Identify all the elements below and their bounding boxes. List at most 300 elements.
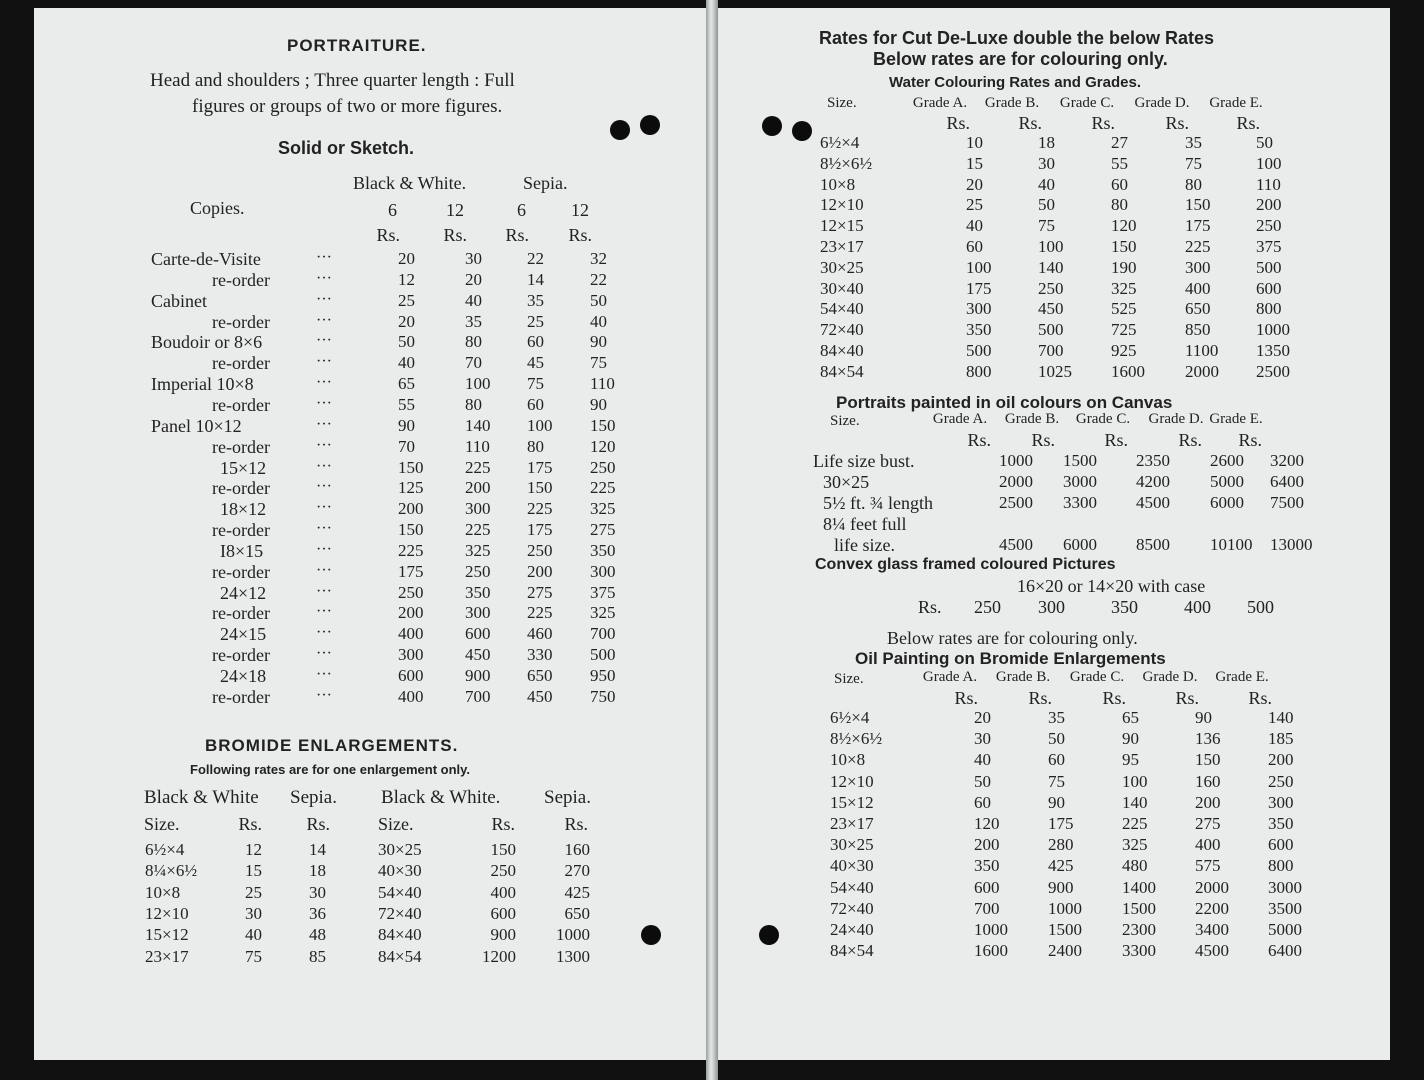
bromide-col-header: Sepia. [544,787,591,808]
price-cell: 80 [1111,195,1128,215]
price-cell: 22 [527,249,544,268]
currency-header: Rs. [1018,113,1042,133]
leader-dots: ··· [316,666,332,683]
colouring-note: Below rates are for colouring only. [873,49,1168,69]
currency-header: Rs. [946,113,970,133]
currency-header: Rs. [1178,430,1202,450]
price-cell: 175 [966,278,992,298]
price-cell: 40 [974,750,991,770]
copies-count: 12 [571,200,589,220]
price-cell: 75 [527,374,544,394]
price-cell: 70 [398,436,415,456]
price-cell: 250 [1038,278,1064,298]
grade-header: Grade B. [995,669,1051,685]
price-cell: 200 [1195,792,1221,812]
bromide-sub-header: Rs. [306,814,330,834]
price-cell: 250 [398,582,424,602]
price-cell: 150 [398,520,424,540]
punch-hole [610,120,630,140]
price-cell: 3400 [1195,920,1229,939]
price-cell: 500 [1038,320,1064,340]
price-cell: 1600 [1111,361,1145,381]
size-cell: 6½×4 [830,708,870,727]
size-header: Size. [830,413,860,429]
price-cell: 2000 [999,472,1033,491]
size-cell: 8½×6½ [820,153,873,173]
leader-dots: ··· [316,499,332,517]
size-cell: 15×12 [830,792,874,812]
leader-dots: ··· [316,332,332,350]
price-cell: 40 [590,311,607,331]
price-cell: 150 [527,478,553,498]
grade-header: Grade D. [1148,411,1204,427]
price-cell: 225 [465,520,491,540]
price-cell: 325 [1122,835,1148,855]
price-cell: 10100 [1210,535,1253,554]
currency-header: Rs. [1248,688,1272,708]
price-cell: 350 [966,320,992,340]
size-cell: 40×30 [830,856,874,876]
price-cell: 20 [398,249,415,268]
price-cell: 200 [1268,750,1294,770]
price-cell: 400 [1184,597,1211,617]
price-cell: 80 [465,394,482,414]
currency-header: Rs. [954,688,978,708]
price-cell: 700 [465,686,491,706]
price-cell: 80 [465,332,482,352]
size-cell: 23×17 [145,946,189,966]
price-cell: 20 [465,269,482,289]
price-cell: 150 [1111,237,1137,256]
price-cell: 140 [1038,257,1064,277]
price-cell: 30 [309,882,326,902]
leader-dots: ··· [316,561,332,579]
price-cell: 6000 [1210,493,1244,512]
punch-hole [640,115,660,135]
size-cell: 54×40 [378,882,422,902]
price-cell: 50 [1038,195,1055,215]
bromide-sub-header: Rs. [238,814,262,834]
price-cell: 900 [490,925,516,945]
price-cell: 110 [465,436,490,456]
currency-header: Rs. [1031,430,1055,450]
price-cell: 20 [398,311,415,331]
price-cell: 100 [1122,771,1148,791]
row-label: Boudoir or 8×6 [151,332,263,353]
bromide-colouring-note: Below rates are for colouring only. [887,628,1138,648]
price-cell: 110 [590,374,615,394]
price-cell: 225 [465,457,491,477]
price-cell: 27 [1111,133,1128,152]
currency-header: Rs. [1165,113,1189,133]
price-cell: 175 [1185,216,1211,236]
price-cell: 1200 [482,946,516,966]
size-cell: 30×25 [378,840,422,859]
price-cell: 200 [465,478,491,498]
leader-dots: ··· [316,603,332,621]
price-cell: 160 [1195,771,1221,791]
price-cell: 200 [398,499,424,519]
bromide-title: BROMIDE ENLARGEMENTS. [205,736,459,755]
price-cell: 900 [1048,877,1074,897]
price-cell: 600 [465,624,491,644]
price-cell: 1600 [974,941,1008,961]
price-cell: 100 [1256,153,1282,173]
intro-line-2: figures or groups of two or more figures. [192,96,503,117]
price-cell: 100 [966,257,992,277]
price-cell: 500 [1247,597,1274,617]
size-cell: 54×40 [820,299,864,319]
size-cell: 12×10 [830,771,874,791]
convex-title: Convex glass framed coloured Pictures [815,556,1116,573]
leader-dots: ··· [316,269,332,287]
price-cell: 3300 [1063,493,1097,512]
price-cell: 50 [1048,729,1065,749]
leader-dots: ··· [316,540,332,558]
price-cell: 55 [398,394,415,414]
price-cell: 460 [527,624,553,644]
price-cell: 275 [590,520,616,540]
price-cell: 525 [1111,299,1137,319]
currency-header: Rs. [1236,113,1260,133]
size-cell: 30×25 [823,472,870,492]
size-cell: life size. [834,535,895,555]
price-cell: 2400 [1048,941,1082,961]
price-cell: 90 [1195,708,1212,727]
price-cell: 30 [974,729,991,749]
price-cell: 80 [527,436,544,456]
grade-header: Grade B. [1004,411,1060,427]
price-cell: 225 [1185,237,1211,256]
price-cell: 1300 [556,946,590,966]
bromide-sub-header: Size. [144,814,180,834]
intro-line-1: Head and shoulders ; Three quarter length : Full [150,70,515,91]
price-cell: 100 [1038,237,1064,256]
currency-header: Rs. [1028,688,1052,708]
price-cell: 22 [590,269,607,289]
punch-hole [762,116,782,136]
grade-header: Grade B. [984,95,1040,111]
row-label: re-order [212,478,270,499]
price-cell: 350 [590,540,616,560]
price-cell: 15 [966,153,983,173]
price-cell: 600 [398,666,424,685]
price-cell: 400 [1185,278,1211,298]
currency-header: Rs. [1091,113,1115,133]
price-cell: 200 [974,835,1000,855]
price-cell: 600 [974,877,1000,897]
copies-count: 12 [446,200,464,220]
price-cell: 250 [974,597,1001,617]
price-cell: 75 [590,353,607,373]
punch-hole [641,925,661,945]
bromide-col-header: Black & White. [381,787,501,808]
price-cell: 18 [309,861,326,881]
price-cell: 8500 [1136,535,1170,554]
price-cell: 700 [1038,341,1064,360]
price-cell: 20 [966,174,983,194]
price-cell: 25 [966,195,983,215]
price-cell: 190 [1111,257,1137,277]
price-cell: 50 [974,771,991,791]
punch-hole [792,121,812,141]
price-cell: 75 [1185,153,1202,173]
price-cell: 400 [398,686,424,706]
price-cell: 425 [1048,856,1074,876]
price-cell: 800 [1256,299,1282,319]
price-cell: 1000 [556,925,590,945]
price-cell: 650 [1185,299,1211,319]
grade-header: Grade A. [932,411,988,427]
price-cell: 200 [398,603,424,623]
price-cell: 1100 [1185,341,1219,360]
price-cell: 325 [465,540,491,560]
price-cell: 20 [974,708,991,727]
size-cell: 54×40 [830,877,874,897]
price-cell: 300 [1185,257,1211,277]
price-cell: 75 [1038,216,1055,236]
row-label: Imperial 10×8 [151,374,254,395]
price-cell: 15 [245,861,262,881]
leader-dots: ··· [316,478,332,496]
price-cell: 30 [245,903,262,923]
price-cell: 35 [1185,133,1202,152]
size-cell: Life size bust. [813,451,915,471]
price-cell: 150 [398,457,424,477]
price-cell: 3000 [1063,472,1097,491]
size-cell: 72×40 [820,320,864,340]
price-cell: 400 [1195,835,1221,855]
size-cell: 84×54 [820,361,864,381]
size-cell: 23×17 [820,237,864,256]
leader-dots: ··· [316,394,332,412]
row-label: re-order [212,353,270,374]
price-cell: 925 [1111,341,1137,360]
price-cell: 25 [527,311,544,331]
leader-dots: ··· [316,645,332,663]
price-cell: 14 [527,269,544,289]
price-cell: 250 [465,561,491,581]
price-cell: 50 [398,332,415,352]
price-cell: 4500 [1136,493,1170,512]
price-cell: 5000 [1210,472,1244,491]
row-label: Carte-de-Visite [151,249,261,269]
price-cell: 60 [527,332,544,352]
price-cell: 18 [1038,133,1055,152]
price-cell: 700 [590,624,616,644]
price-cell: 90 [590,394,607,414]
price-cell: 750 [590,686,616,706]
price-cell: 325 [590,499,616,519]
price-cell: 2500 [1256,361,1290,381]
copies-count: 6 [517,200,526,220]
price-cell: 225 [527,603,553,623]
price-cell: 7500 [1270,493,1304,512]
price-cell: 325 [1111,278,1137,298]
price-cell: 35 [1048,708,1065,727]
row-label: re-order [212,394,270,415]
size-header: Size. [834,671,864,687]
price-cell: 1500 [1048,920,1082,939]
price-cell: 40 [966,216,983,236]
size-cell: 12×10 [145,903,189,923]
price-cell: 2200 [1195,898,1229,918]
price-cell: 1025 [1038,361,1072,381]
size-cell: 30×25 [830,835,874,855]
grade-header: Grade E. [1215,669,1269,685]
price-cell: 40 [398,353,415,373]
punch-hole [759,925,779,945]
price-cell: 40 [245,925,262,945]
price-cell: 400 [398,624,424,644]
price-cell: 75 [245,946,262,966]
leader-dots: ··· [316,374,332,392]
price-cell: 1400 [1122,877,1156,897]
price-cell: 25 [398,290,415,310]
price-cell: 1500 [1063,451,1097,470]
price-cell: 700 [974,898,1000,918]
bromide-sub-header: Rs. [564,814,588,834]
copies-count: 6 [388,200,397,220]
price-cell: 6400 [1268,941,1302,961]
price-cell: 2600 [1210,451,1244,470]
price-cell: 650 [527,666,553,685]
price-cell: 350 [465,582,491,602]
price-cell: 480 [1122,856,1148,876]
row-label: re-order [212,436,270,457]
copies-label: Copies. [190,198,245,218]
leader-dots: ··· [316,436,332,454]
price-cell: 450 [1038,299,1064,319]
size-cell: 8¼ feet full [823,514,907,534]
price-cell: 13000 [1270,535,1313,554]
price-cell: 50 [1256,133,1273,152]
leader-dots: ··· [316,457,332,475]
price-cell: 600 [1256,278,1282,298]
price-cell: 250 [1256,216,1282,236]
price-cell: 95 [1122,750,1139,770]
price-cell: 2350 [1136,451,1170,470]
price-cell: 1000 [1048,898,1082,918]
currency-header: Rs. [1104,430,1128,450]
leader-dots: ··· [316,582,332,600]
price-cell: 2000 [1195,877,1229,897]
price-cell: 80 [1185,174,1202,194]
price-cell: 35 [465,311,482,331]
price-cell: 350 [1111,597,1138,617]
water-colouring-title: Water Colouring Rates and Grades. [889,74,1141,91]
price-cell: 225 [590,478,616,498]
price-cell: 900 [465,666,491,685]
size-cell: 8¼×6½ [145,861,198,881]
price-cell: 12 [245,840,262,859]
price-cell: 45 [527,353,544,373]
leader-dots: ··· [316,520,332,538]
size-cell: 12×15 [820,216,864,236]
price-cell: 40 [1038,174,1055,194]
price-cell: 250 [590,457,616,477]
price-cell: 70 [465,353,482,373]
price-cell: 36 [309,903,326,923]
price-cell: 85 [309,946,326,966]
price-cell: 110 [1256,174,1281,194]
price-cell: 2300 [1122,920,1156,939]
deluxe-note: Rates for Cut De-Luxe double the below Rates [819,28,1215,48]
price-cell: 225 [527,499,553,519]
convex-subtitle: 16×20 or 14×20 with case [1017,576,1206,596]
price-cell: 140 [1122,792,1148,812]
price-cell: 48 [309,925,326,945]
price-cell: 4500 [999,535,1033,554]
size-cell: 10×8 [830,750,866,770]
bromide-sub-header: Rs. [491,814,515,834]
price-cell: 4200 [1136,472,1170,491]
price-cell: 350 [974,856,1000,876]
oil-canvas-title: Portraits painted in oil colours on Canvas [836,393,1173,412]
price-cell: 90 [398,415,415,435]
price-cell: 200 [527,561,553,581]
price-cell: 225 [1122,814,1148,833]
price-cell: 60 [527,394,544,414]
price-cell: 325 [590,603,616,623]
currency-header: Rs. [1102,688,1126,708]
row-label: 18×12 [220,499,267,520]
grade-header: Grade E. [1209,95,1263,111]
size-cell: 23×17 [830,814,874,833]
price-cell: 60 [966,237,983,256]
bromide-col-header: Sepia. [290,787,337,808]
page-fold [706,0,718,1080]
currency-header: Rs. [568,225,592,245]
price-cell: 90 [1122,729,1139,749]
price-cell: 250 [1268,771,1294,791]
row-label: re-order [212,603,270,624]
size-cell: 84×40 [378,925,422,945]
leader-dots: ··· [316,686,332,704]
price-cell: 950 [590,666,616,685]
price-cell: 140 [1268,708,1294,727]
price-cell: 250 [527,540,553,560]
price-cell: 350 [1268,814,1294,833]
row-label: re-order [212,561,270,582]
price-cell: 500 [966,341,992,360]
price-cell: 55 [1111,153,1128,173]
row-label: Panel 10×12 [151,415,242,436]
price-cell: 150 [1185,195,1211,215]
price-cell: 1500 [1122,898,1156,918]
black-white-header: Black & White. [353,173,467,193]
price-cell: 65 [398,374,415,394]
size-cell: 84×54 [378,946,422,966]
price-cell: 270 [564,861,590,881]
price-cell: 450 [527,686,553,706]
price-cell: 2500 [999,493,1033,512]
price-cell: 40 [465,290,482,310]
grade-header: Grade C. [1059,95,1115,111]
row-label: 15×12 [220,457,267,478]
price-cell: 250 [490,861,516,881]
price-cell: 14 [309,840,326,859]
solid-sketch-subtitle: Solid or Sketch. [278,138,415,158]
price-cell: 1000 [1256,320,1290,340]
size-cell: 5½ ft. ¾ length [823,493,933,513]
grade-header: Grade E. [1209,411,1263,427]
price-cell: 160 [564,840,590,859]
price-cell: 150 [1195,750,1221,770]
price-cell: 225 [398,540,424,560]
sepia-header: Sepia. [523,173,568,193]
price-cell: 725 [1111,320,1137,340]
